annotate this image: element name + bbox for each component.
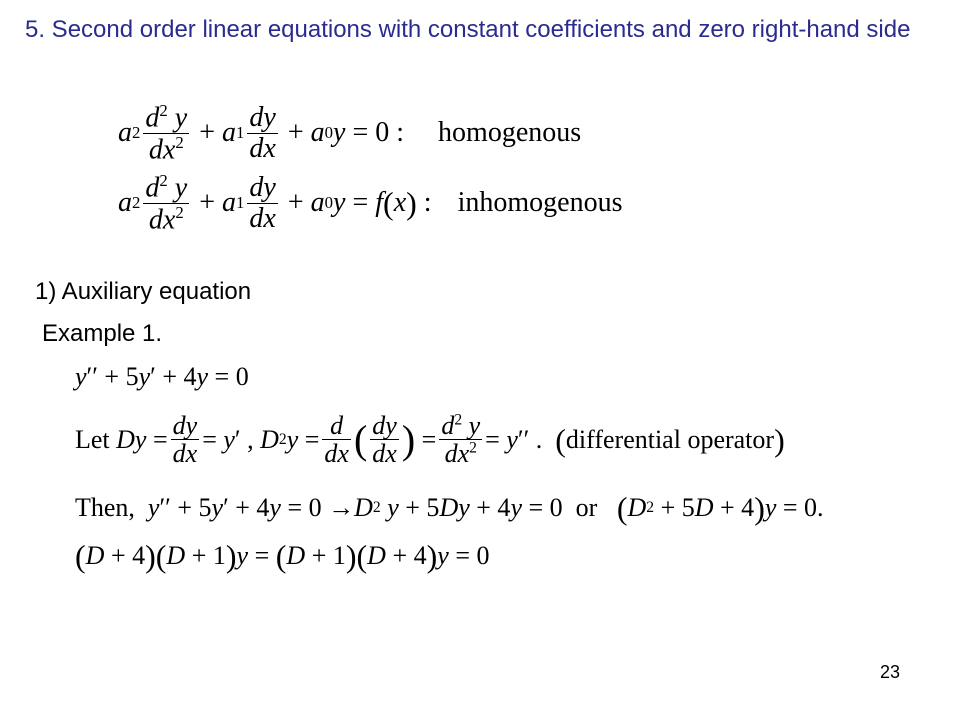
homogeneous-equation: a 2 $\frac{d^2 y}{dx^2}$ + a 1 $\frac{dy}{dx}$ + a 0 y = 0 : homogenous <box>118 101 582 166</box>
or-word: or <box>575 493 598 522</box>
example-ode: y ′′ + 5 y ′ + 4 y = 0 <box>75 362 249 391</box>
inhomogeneous-label: inhomogenous <box>457 187 623 219</box>
inhomogeneous-equation: a 2 $\frac{d^2 y}{dx^2}$ + a 1 $\frac{dy}{dx}$ + a 0 y = f ( x ) : inhomogenous <box>118 171 623 236</box>
factored-form: ( D + 4 )( D + 1 ) y = ( D + 1 )( D + 4 ) y = 0 <box>75 538 490 574</box>
operator-definition: Let Dy = $\frac{dy}{dx}$ = y ′ , D 2 y = $\frac{d}{dx}$ ( $\frac{dy}{dx}$ ) = $\frac{d^2 y}{dx^2}$ = y ′′ . ( differential operator ) <box>75 411 785 469</box>
let-word: Let <box>75 424 110 454</box>
operator-note: differential operator <box>565 424 775 454</box>
page-number: 23 <box>879 662 900 682</box>
section-heading: 1) Auxiliary equation <box>35 278 252 305</box>
slide-title: 5. Second order linear equations with constant coefficients and zero right-hand side <box>25 16 911 43</box>
operator-form: Then, y ′′ + 5 y ′ + 4 y = 0 → D 2 y + 5 Dy + 4 y = 0 or ( D 2 + 5 D + 4 ) y = 0. <box>75 490 824 526</box>
homogeneous-label: homogenous <box>438 117 582 149</box>
then-word: Then, <box>75 493 135 522</box>
example-label: Example 1. <box>42 320 163 347</box>
